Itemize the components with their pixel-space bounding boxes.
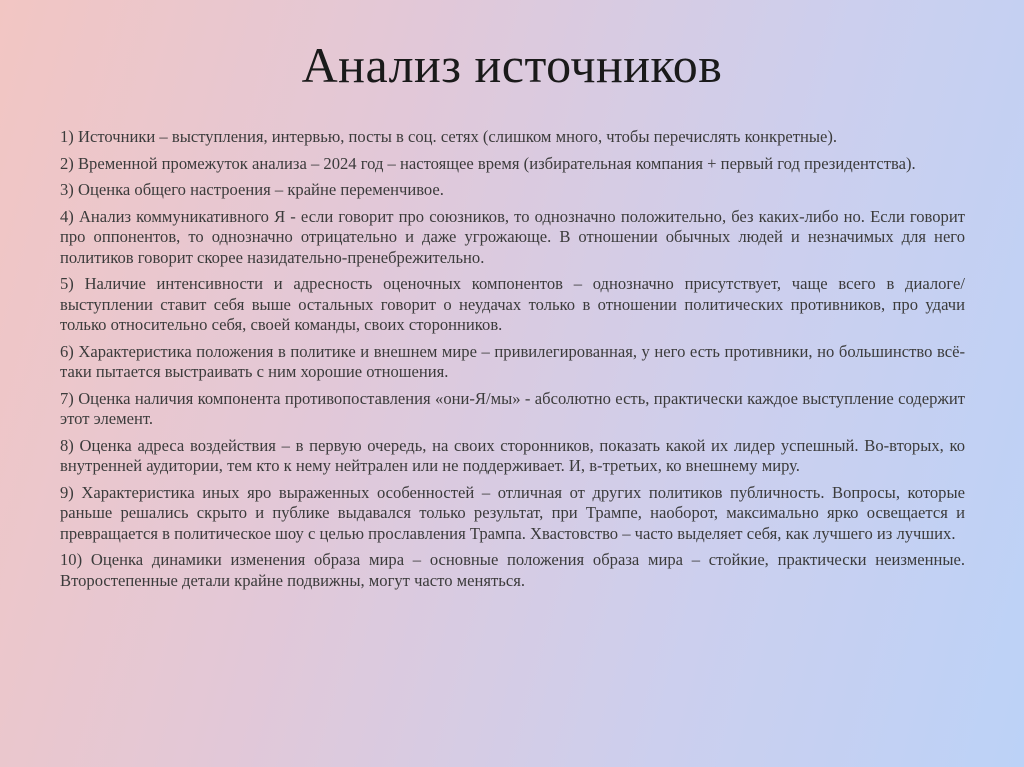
list-item-9: 9) Характеристика иных яро выраженных особенностей – отличная от других политиков публичность. Вопросы, которые раньше решались скрыто и публике выдавался только результат, при Трампе, наоборот, максимально ярко освещается и превращается в политическое шоу с целью прославления Трампа. Хвастовство – часто выделяет себя, как лучшего из лучших. bbox=[60, 482, 965, 543]
list-item-1: 1) Источники – выступления, интервью, посты в соц. сетях (слишком много, чтобы перечислять конкретные). bbox=[60, 127, 838, 146]
list-item-2: 2) Временной промежуток анализа – 2024 год – настоящее время (избирательная компания + первый год президентства). bbox=[60, 153, 916, 173]
list-item-5: 5) Наличие интенсивности и адресность оценочных компонентов – однозначно присутствует, чаще всего в диалоге/выступлении ставит себя выше остальных говорит о неудачах только в отношении политических противников, про удачи только относительно себя, своей команды, своих сторонников. bbox=[60, 274, 965, 334]
list-item-4: 4) Анализ коммуникативного Я - если говорит про союзников, то однозначно положительно, без каких-либо но. Если говорит про оппонентов, то однозначно отрицательно и даже угрожающе. В отношении обычных людей и незначимых для него политиков говорит скорее назидательно-пренебрежительно. bbox=[60, 206, 965, 267]
list-item-3: 3) Оценка общего настроения – крайне переменчивое. bbox=[60, 180, 444, 199]
list-item-10: 10) Оценка динамики изменения образа мира – основные положения образа мира – стойкие, практически неизменные. Второстепенные детали крайне подвижны, могут часто меняться. bbox=[60, 550, 965, 590]
list-item-6: 6) Характеристика положения в политике и внешнем мире – привилегированная, у него есть противники, но большинство всё-таки пытается выстраивать с ним хорошие отношения. bbox=[60, 341, 965, 381]
list-item-7: 7) Оценка наличия компонента противопоставления «они-Я/мы» - абсолютно есть, практически каждое выступление содержит этот элемент. bbox=[60, 388, 965, 428]
slide-content bbox=[60, 127, 965, 597]
slide-title: Анализ источников bbox=[301, 37, 723, 93]
list-item-8: 8) Оценка адреса воздействия – в первую очередь, на своих сторонников, показать какой их лидер успешный. Во-вторых, ко внутренней аудитории, тем кто к нему нейтрален или не поддерживает. И, в-третьих, ко внешнему миру. bbox=[60, 435, 965, 475]
